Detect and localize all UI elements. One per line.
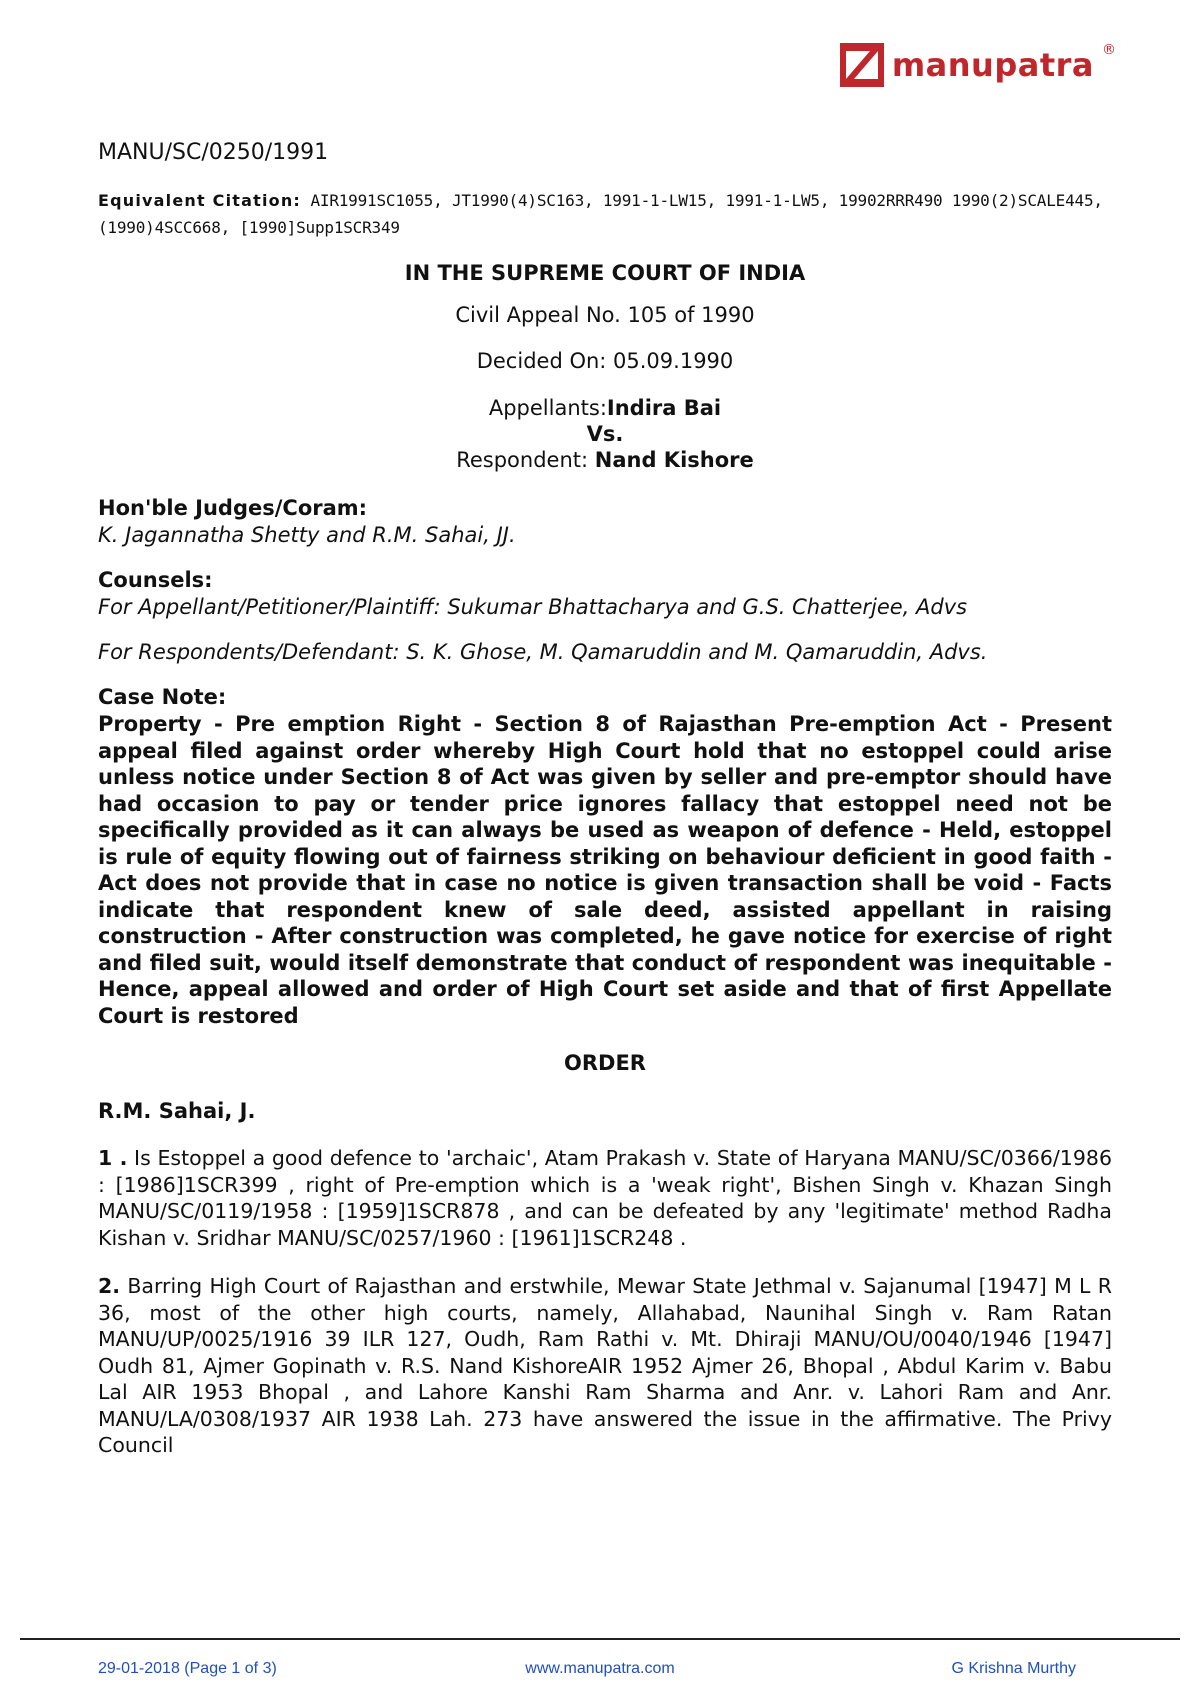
judges-heading: Hon'ble Judges/Coram: [98,496,368,520]
appellants-name: Indira Bai [606,396,722,420]
respondent-label: Respondent: [456,448,595,472]
counsels-heading: Counsels: [98,568,213,592]
footer-user: G Krishna Murthy [951,1660,1076,1677]
logo-wordmark: manupatra [891,46,1094,84]
paragraph-1-text: Is Estoppel a good defence to 'archaic', Atam Prakash v. State of Haryana MANU/SC/0366/1986 : [1986]1SCR399 , right of Pre-emption which is a 'weak right', Bishen Singh v. Khazan Singh MANU/SC/0119/1958 : [1959]1SCR878 , and can be defeated by any 'legitimate' method Radha Kishan v. Sridhar MANU/SC/0257/1960 : [1961]1SCR248 . [98,1146,1112,1250]
case-note-text: Property - Pre emption Right - Section 8 of Rajasthan Pre-emption Act - Present appeal filed against order whereby High Court hold that no estoppel could arise unless notice under Section 8 of Act was given by seller and pre-emptor should have had occasion to pay or tender price ignores fallacy that estoppel need not be specifically provided as it can always be used as weapon of defence - Held, estoppel is rule of equity flowing out of fairness striking on behaviour deficient in good faith - Act does not provide that in case no notice is given transaction shall be void - Facts indicate that respondent knew of sale deed, assisted appellant in raising construction - After construction was completed, he gave notice for exercise of right and filed suit, would itself demonstrate that conduct of respondent was inequitable - Hence, appeal allowed and order of High Court set aside and that of first Appellate Court is restored [98,712,1112,1028]
equivalent-citation-text: AIR1991SC1055, JT1990(4)SC163, 1991-1-LW15, 1991-1-LW5, 19902RRR490 1990(2)SCALE445, (1990)4SCC668, [1990]Supp1SCR349 [98,191,1103,237]
manu-citation: MANU/SC/0250/1991 [98,140,329,165]
judges-names: K. Jagannatha Shetty and R.M. Sahai, JJ. [98,523,516,547]
court-name: IN THE SUPREME COURT OF INDIA [404,261,806,285]
manupatra-logo-icon [840,43,884,87]
respondent-line [98,447,1112,473]
equivalent-citation-label: Equivalent Citation: [98,191,302,210]
appellants-line [98,395,1112,421]
decided-date: Decided On: 05.09.1990 [476,349,734,373]
order-heading: ORDER [564,1051,646,1075]
document-body [98,140,1112,1481]
appellants-label: Appellants: [488,396,607,420]
paragraph-1 [98,1145,1112,1251]
respondent-name: Nand Kishore [594,448,754,472]
footer-website-link[interactable]: www.manupatra.com [525,1660,675,1677]
counsel-appellant: For Appellant/Petitioner/Plaintiff: Sukumar Bhattacharya and G.S. Chatterjee, Advs [98,595,968,619]
footer-date-page: 29-01-2018 (Page 1 of 3) [98,1660,277,1677]
parties-block [98,395,1112,473]
footer-divider [20,1638,1180,1640]
judge-name: R.M. Sahai, J. [98,1099,256,1123]
equivalent-citation [98,187,1112,241]
manupatra-logo [840,40,1116,90]
paragraph-1-number: 1 . [98,1146,128,1170]
paragraph-2 [98,1273,1112,1459]
paragraph-2-number: 2. [98,1274,121,1298]
counsel-respondent: For Respondents/Defendant: S. K. Ghose, M. Qamaruddin and M. Qamaruddin, Advs. [98,640,988,664]
case-note-heading: Case Note: [98,685,227,709]
paragraph-2-text: Barring High Court of Rajasthan and erstwhile, Mewar State Jethmal v. Sajanumal [1947] M L R 36, most of the other high courts, namely, Allahabad, Naunihal Singh v. Ram Ratan MANU/UP/0025/1916 39 ILR 127, Oudh, Ram Rathi v. Mt. Dhiraji MANU/OU/0040/1946 [1947] Oudh 81, Ajmer Gopinath v. R.S. Nand KishoreAIR 1952 Ajmer 26, Bhopal , Abdul Karim v. Babu Lal AIR 1953 Bhopal , and Lahore Kanshi Ram Sharma and Anr. v. Lahori Ram and Anr. MANU/LA/0308/1937 AIR 1938 Lah. 273 have answered the issue in the affirmative. The Privy Council [98,1274,1112,1457]
civil-appeal-number: Civil Appeal No. 105 of 1990 [455,303,755,327]
versus: Vs. [586,422,624,446]
registered-mark: ® [1102,42,1116,58]
